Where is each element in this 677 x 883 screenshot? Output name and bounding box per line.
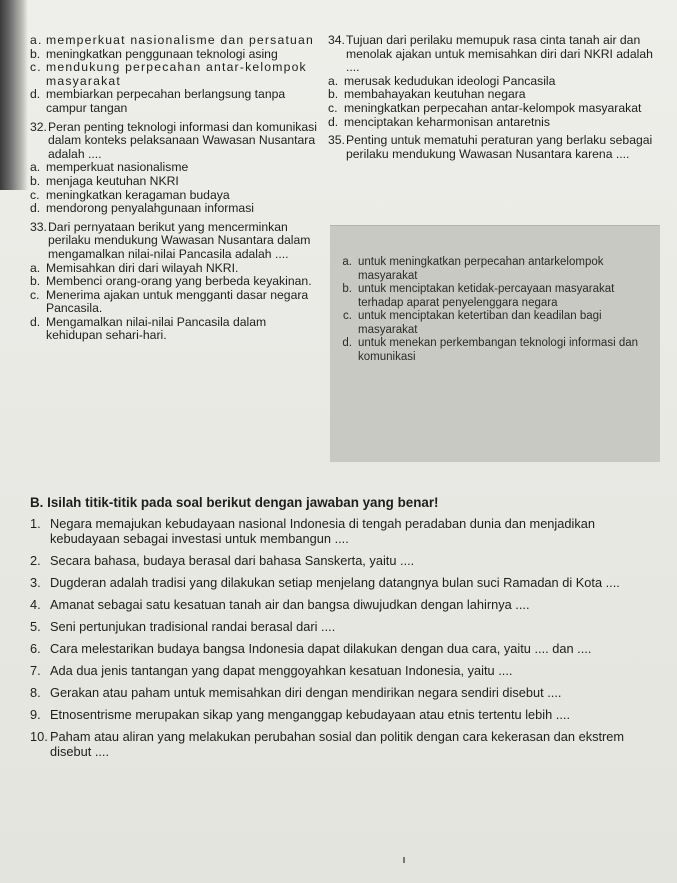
option-b: b. meningkatkan penggunaan teknologi asing xyxy=(30,46,278,61)
option-d: d. membiarkan perpecahan berlangsung tanpa campur tangan xyxy=(30,87,286,115)
option-b: b. menjaga keutuhan NKRI xyxy=(30,173,179,188)
option-d: d. menciptakan keharmonisan antaretnis xyxy=(328,114,550,129)
essay-item: 3. Dugderan adalah tradisi yang dilakukan setiap menjelang datangnya bulan suci Ramadan di Kota .... xyxy=(30,575,620,590)
section-b xyxy=(30,495,660,766)
binding-shadow xyxy=(0,0,28,190)
options-image-box xyxy=(330,225,660,462)
question-text: Tujuan dari perilaku memupuk rasa cinta tanah air dan menolak ajakan untuk memisahkan diri dari NKRI adalah .... xyxy=(346,33,653,75)
question-number: 32. xyxy=(30,119,47,134)
question-number: 35. xyxy=(328,133,345,148)
option-c: c. Menerima ajakan untuk mengganti dasar negara Pancasila. xyxy=(30,287,309,316)
option-b: b. membahayakan keutuhan negara xyxy=(328,87,526,102)
option-a: a. Memisahkan diri dari wilayah NKRI. xyxy=(30,260,239,275)
right-column xyxy=(328,34,658,161)
option-d: d. untuk menekan perkembangan teknologi informasi dan komunikasi xyxy=(342,337,639,363)
question-number: 34. xyxy=(328,33,345,47)
essay-item: 7. Ada dua jenis tantangan yang dapat menggoyahkan kesatuan Indonesia, yaitu .... xyxy=(30,663,513,678)
option-c: c. meningkatkan perpecahan antar-kelompok masyarakat xyxy=(328,100,642,115)
question-number: 33. xyxy=(30,219,47,234)
essay-item: 4. Amanat sebagai satu kesatuan tanah air dan bangsa diwujudkan dengan lahirnya .... xyxy=(30,597,530,612)
question-text: Peran penting teknologi informasi dan komunikasi dalam konteks pelaksanaan Wawasan Nusantara adalah .... xyxy=(48,119,317,161)
previous-question-options xyxy=(30,34,320,116)
question-35-options xyxy=(330,256,650,364)
question-35 xyxy=(328,134,658,161)
essay-item: 9. Etnosentrisme merupakan sikap yang menganggap kebudayaan atau etnis tertentu lebih .... xyxy=(30,707,571,722)
option-b: b. untuk menciptakan ketidak-percayaan masyarakat terhadap aparat penyelenggara negara xyxy=(342,283,615,309)
question-text: Dari pernyataan berikut yang mencerminkan perilaku mendukung Wawasan Nusantara dalam mengamalkan nilai-nilai Pancasila adalah .... xyxy=(48,219,311,261)
essay-item: 5. Seni pertunjukan tradisional randai berasal dari .... xyxy=(30,619,336,634)
option-d: d. mendorong penyalahgunaan informasi xyxy=(30,201,255,216)
essay-item: 1. Negara memajukan kebudayaan nasional Indonesia di tengah peradaban dunia dan menjadikan kebudayaan sebagai investasi untuk membangun .... xyxy=(30,516,595,546)
option-a: a. merusak kedudukan ideologi Pancasila xyxy=(328,73,556,88)
option-c: c. mendukung perpecahan antar-kelompok masyarakat xyxy=(30,60,307,88)
section-heading: B. Isilah titik-titik pada soal berikut dengan jawaban yang benar! xyxy=(30,495,439,510)
question-text: Penting untuk mematuhi peraturan yang berlaku sebagai perilaku mendukung Wawasan Nusantara karena .... xyxy=(346,133,653,161)
option-a: a. memperkuat nasionalisme xyxy=(30,160,189,175)
essay-item: 10. Paham atau aliran yang melakukan perubahan sosial dan politik dengan cara kekerasan dan ekstrem disebut .... xyxy=(30,729,625,759)
essay-item: 6. Cara melestarikan budaya bangsa Indonesia dapat dilakukan dengan dua cara, yaitu .... dan .... xyxy=(30,641,592,656)
option-c: c. meningkatkan keragaman budaya xyxy=(30,187,230,202)
question-33 xyxy=(30,221,320,343)
question-34 xyxy=(328,34,658,129)
pen-mark xyxy=(403,857,405,863)
option-a: a. memperkuat nasionalisme dan persatuan xyxy=(30,33,314,47)
option-d: d. Mengamalkan nilai-nilai Pancasila dalam kehidupan sehari-hari. xyxy=(30,314,267,343)
option-c: c. untuk menciptakan ketertiban dan keadilan bagi masyarakat xyxy=(343,310,602,336)
essay-item: 8. Gerakan atau paham untuk memisahkan diri dengan mendirikan negara sendiri disebut .... xyxy=(30,685,562,700)
option-a: a. untuk meningkatkan perpecahan antarkelompok masyarakat xyxy=(342,256,604,282)
option-b: b. Membenci orang-orang yang berbeda keyakinan. xyxy=(30,274,312,289)
essay-item: 2. Secara bahasa, budaya berasal dari bahasa Sanskerta, yaitu .... xyxy=(30,553,415,568)
question-32 xyxy=(30,121,320,216)
left-column xyxy=(30,34,320,343)
